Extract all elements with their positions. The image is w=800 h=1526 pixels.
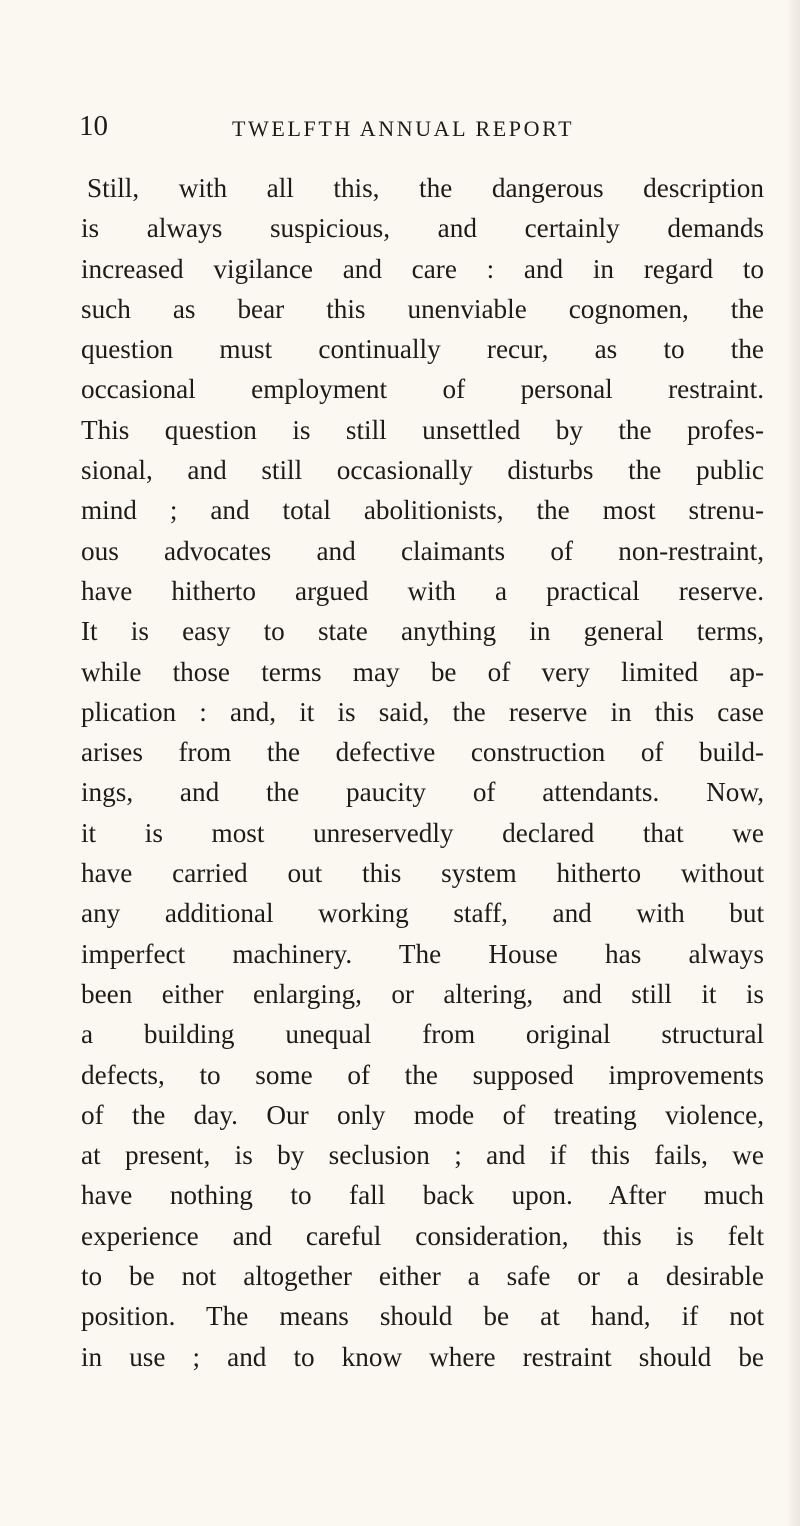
text-line: sional, and still occasionally disturbs the public — [81, 455, 764, 486]
text-line: such as bear this unenviable cognomen, the — [81, 293, 764, 324]
text-line: it is most unreservedly declared that we — [81, 817, 764, 848]
text-line: defects, to some of the supposed improvements — [81, 1059, 764, 1090]
text-line: increased vigilance and care : and in regard to — [81, 253, 764, 284]
text-line: arises from the defective construction of build- — [81, 737, 764, 768]
text-line: a building unequal from original structural — [81, 1019, 764, 1050]
text-line: have carried out this system hitherto without — [81, 858, 764, 889]
body-text — [81, 168, 764, 1377]
text-line: position. The means should be at hand, if not — [81, 1301, 764, 1332]
page-number: 10 — [79, 110, 108, 142]
text-line: mind ; and total abolitionists, the most strenu- — [81, 495, 764, 526]
text-line: to be not altogether either a safe or a desirable — [81, 1261, 764, 1292]
text-line: in use ; and to know where restraint should be — [81, 1341, 764, 1372]
text-line: occasional employment of personal restraint. — [81, 374, 764, 405]
text-line: experience and careful consideration, this is felt — [81, 1220, 764, 1251]
text-line: ous advocates and claimants of non-restraint, — [81, 535, 764, 566]
text-line: It is easy to state anything in general terms, — [81, 616, 764, 647]
text-line: at present, is by seclusion ; and if this fails, we — [81, 1140, 764, 1171]
text-line: been either enlarging, or altering, and still it is — [81, 978, 764, 1009]
text-line: Still, with all this, the dangerous description — [87, 173, 764, 203]
running-header — [0, 106, 800, 146]
text-line: ings, and the paucity of attendants. Now, — [81, 777, 764, 808]
text-line: This question is still unsettled by the profes- — [81, 414, 764, 445]
running-title: TWELFTH ANNUAL REPORT — [232, 116, 575, 141]
text-line: imperfect machinery. The House has always — [81, 938, 764, 969]
text-line: have nothing to fall back upon. After much — [81, 1180, 764, 1211]
page-edge-shadow — [786, 0, 800, 1526]
text-line: plication : and, it is said, the reserve in this case — [81, 696, 764, 727]
text-line: have hitherto argued with a practical reserve. — [81, 575, 764, 606]
text-line: is always suspicious, and certainly demands — [81, 213, 764, 244]
text-line: any additional working staff, and with but — [81, 898, 764, 929]
text-line: of the day. Our only mode of treating violence, — [81, 1099, 764, 1130]
text-line: question must continually recur, as to the — [81, 334, 764, 365]
text-line: while those terms may be of very limited ap- — [81, 656, 764, 687]
